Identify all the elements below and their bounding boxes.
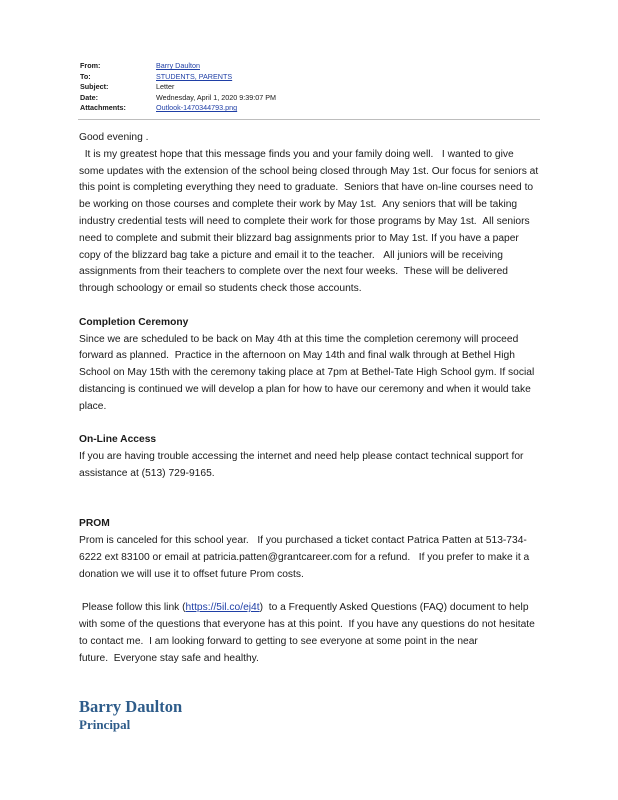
- intro-paragraph: It is my greatest hope that this message finds you and your family doing well. I wanted to give some updates with the extension of the school being closed through May 1st. Our focus for seniors at this point is completing everything they need to graduate. Seniors that have on-line courses need to be working on those courses and complete their work by May 1st. Any seniors that will be taking industry credential tests will need to complete their work for those programs by May 1st. All seniors need to complete and submit their blizzard bag assignments prior to May 1st. If you have a paper copy of the blizzard bag take a picture and email it to the teacher. All juniors will be receiving assignments from their teachers to complete over the next four weeks. These will be delivered through schoology or email so students check those accounts.: [79, 148, 539, 295]
- from-link[interactable]: Barry Daulton: [156, 61, 200, 70]
- ceremony-heading: Completion Ceremony: [79, 316, 189, 328]
- faq-link[interactable]: https://5il.co/ej4t: [185, 602, 260, 614]
- online-access-heading: On-Line Access: [79, 434, 157, 446]
- header-row-from: [80, 61, 276, 72]
- header-row-to: [80, 72, 276, 83]
- from-label: From:: [80, 61, 101, 70]
- faq-text-after: ) to a Frequently Asked Questions (FAQ) document to help with some of the questions that everyone has at this point. If you have any questions do not hesitate to contact me. I am looking forward to getting to see everyone at some point in the near future. Everyone stay safe and healthy.: [79, 602, 535, 664]
- to-link[interactable]: STUDENTS, PARENTS: [156, 71, 233, 81]
- date-value: Wednesday, April 1, 2020 9:39:07 PM: [156, 92, 276, 102]
- faq-text-before: Please follow this link (: [79, 602, 186, 614]
- signature-name: Barry Daulton: [79, 697, 183, 716]
- attachments-label: Attachments:: [80, 103, 126, 112]
- signature-title: Principal: [79, 717, 131, 732]
- prom-paragraph: Prom is canceled for this school year. If you purchased a ticket contact Patrica Patten at 513-734-6222 ext 83100 or email at patricia.patten@grantcareer.com for a refund. If you prefer to make it a donation we will use it to offset future Prom costs.: [79, 535, 530, 580]
- email-header: [80, 61, 276, 114]
- subject-value: Letter: [156, 82, 175, 91]
- letter-body: [79, 130, 541, 668]
- ceremony-paragraph: Since we are scheduled to be back on May 4th at this time the completion ceremony will proceed forward as planned. Practice in the afternoon on May 14th and final walk through at Bethel High School on May 15th with the ceremony taking place at 7pm at Bethel-Tate High School gym. If social distancing is continued we will develop a plan for how to have our ceremony and when it would take place.: [79, 333, 535, 412]
- date-label: Date:: [80, 92, 98, 102]
- header-row-attachments: [80, 103, 276, 114]
- faq-paragraph: [79, 600, 541, 667]
- header-row-subject: [80, 82, 276, 93]
- subject-label: Subject:: [80, 82, 109, 91]
- header-row-date: [80, 93, 276, 104]
- attachment-link[interactable]: Outlook-1470344793.png: [156, 103, 238, 112]
- online-access-paragraph: If you are having trouble accessing the internet and need help please contact technical support for assistance at (513) 729-9165.: [79, 451, 524, 479]
- prom-heading: PROM: [79, 518, 110, 530]
- greeting: Good evening .: [79, 132, 149, 143]
- to-label: To:: [80, 71, 91, 81]
- header-divider: [78, 119, 540, 120]
